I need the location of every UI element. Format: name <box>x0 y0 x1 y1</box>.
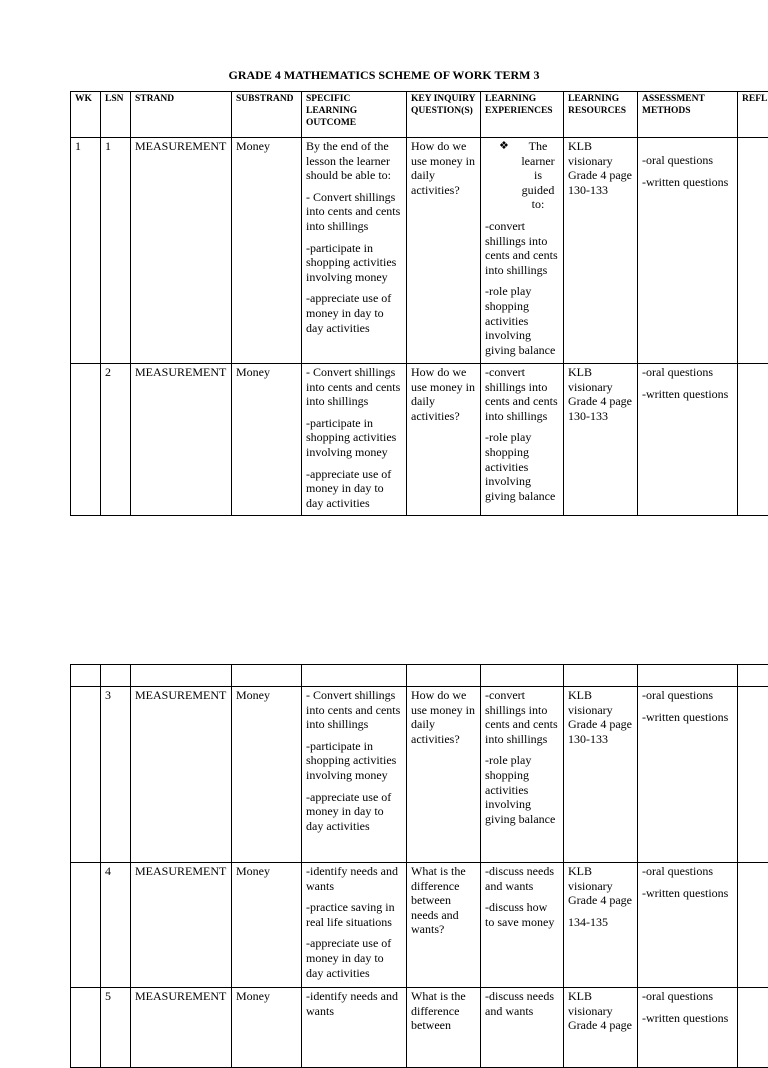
resources-line: 134-135 <box>568 915 633 930</box>
cell-outcome <box>302 863 407 988</box>
cell-lsn: 1 <box>101 138 131 364</box>
table-row <box>71 988 768 1068</box>
outcome-line: -participate in shopping activities involving money <box>306 739 402 783</box>
document-title: GRADE 4 MATHEMATICS SCHEME OF WORK TERM 3 <box>0 68 768 82</box>
cell-strand: MEASUREMENT <box>131 687 232 863</box>
outcome-line: -identify needs and wants <box>306 864 402 893</box>
outcome-line: -appreciate use of money in day to day activities <box>306 790 402 834</box>
cell-resources <box>564 863 638 988</box>
scheme-table-page-1 <box>70 91 768 516</box>
cell-wk <box>71 687 101 863</box>
cell-strand: MEASUREMENT <box>131 988 232 1068</box>
cell-outcome <box>302 364 407 516</box>
cell-lsn: 3 <box>101 687 131 863</box>
header-outcome: SPECIFIC LEARNING OUTCOME <box>302 92 407 138</box>
header-assessment: ASSESSMENT METHODS <box>638 92 738 138</box>
header-question: KEY INQUIRY QUESTION(S) <box>407 92 481 138</box>
cell-experiences <box>481 988 564 1068</box>
cell-wk <box>71 988 101 1068</box>
outcome-line: - Convert shillings into cents and cents into shillings <box>306 365 402 409</box>
cell-question: How do we use money in daily activities? <box>407 687 481 863</box>
cell-strand: MEASUREMENT <box>131 364 232 516</box>
cell-wk: 1 <box>71 138 101 364</box>
header-reflection: REFL <box>738 92 768 138</box>
cell-lsn: 2 <box>101 364 131 516</box>
cell-substrand: Money <box>232 988 302 1068</box>
assessment-line: -written questions <box>642 175 733 190</box>
cell-reflection <box>738 687 768 863</box>
outcome-line: -identify needs and wants <box>306 989 402 1018</box>
cell-experiences <box>481 364 564 516</box>
cell-reflection <box>738 138 768 364</box>
assessment-line: -oral questions <box>642 864 733 879</box>
experience-bullet-text: The learner is guided to: <box>521 139 555 212</box>
cell-resources: KLB visionary Grade 4 page 130-133 <box>564 364 638 516</box>
cell-outcome <box>302 138 407 364</box>
assessment-line: -written questions <box>642 1011 733 1026</box>
cell-substrand: Money <box>232 863 302 988</box>
assessment-line: -oral questions <box>642 989 733 1004</box>
experience-line: -convert shillings into cents and cents into shillings <box>485 219 559 277</box>
experience-line: -role play shopping activities involving giving balance <box>485 284 559 357</box>
cell-wk <box>71 863 101 988</box>
cell-question: How do we use money in daily activities? <box>407 138 481 364</box>
header-lsn: LSN <box>101 92 131 138</box>
experience-line: -role play shopping activities involving giving balance <box>485 430 559 503</box>
diamond-bullet-icon: ❖ <box>499 139 521 212</box>
outcome-line: -appreciate use of money in day to day activities <box>306 291 402 335</box>
cell-lsn: 4 <box>101 863 131 988</box>
assessment-line: -oral questions <box>642 365 733 380</box>
cell-reflection <box>738 863 768 988</box>
cell-resources: KLB visionary Grade 4 page 130-133 <box>564 687 638 863</box>
header-wk: WK <box>71 92 101 138</box>
assessment-line: -oral questions <box>642 153 733 168</box>
cell-experiences <box>481 863 564 988</box>
cell-substrand: Money <box>232 364 302 516</box>
cell-strand: MEASUREMENT <box>131 138 232 364</box>
outcome-line: -participate in shopping activities involving money <box>306 416 402 460</box>
header-resources: LEARNING RESOURCES <box>564 92 638 138</box>
outcome-line: - Convert shillings into cents and cents into shillings <box>306 688 402 732</box>
table-row <box>71 138 768 364</box>
cell-assessment <box>638 863 738 988</box>
assessment-line: -written questions <box>642 710 733 725</box>
cell-assessment <box>638 364 738 516</box>
assessment-line: -written questions <box>642 387 733 402</box>
cell-assessment <box>638 138 738 364</box>
experience-line: -discuss how to save money <box>485 900 559 929</box>
resources-line: KLB visionary Grade 4 page <box>568 864 633 908</box>
cell-lsn: 5 <box>101 988 131 1068</box>
experience-line: -discuss needs and wants <box>485 989 559 1018</box>
cell-question: What is the difference between needs and wants? <box>407 863 481 988</box>
cell-experiences <box>481 138 564 364</box>
header-row <box>71 92 768 138</box>
assessment-line: -written questions <box>642 886 733 901</box>
experience-bullet-item <box>485 139 559 212</box>
empty-header-row <box>71 665 768 687</box>
outcome-line: By the end of the lesson the learner should be able to: <box>306 139 402 183</box>
outcome-line: -appreciate use of money in day to day activities <box>306 936 402 980</box>
assessment-line: -oral questions <box>642 688 733 703</box>
cell-wk <box>71 364 101 516</box>
table-row <box>71 687 768 863</box>
experience-line: -discuss needs and wants <box>485 864 559 893</box>
outcome-line: -practice saving in real life situations <box>306 900 402 929</box>
cell-reflection <box>738 988 768 1068</box>
cell-resources: KLB visionary Grade 4 page <box>564 988 638 1068</box>
cell-outcome <box>302 687 407 863</box>
cell-substrand: Money <box>232 687 302 863</box>
cell-question: How do we use money in daily activities? <box>407 364 481 516</box>
table-row <box>71 863 768 988</box>
cell-reflection <box>738 364 768 516</box>
outcome-line: -participate in shopping activities involving money <box>306 241 402 285</box>
cell-substrand: Money <box>232 138 302 364</box>
cell-experiences <box>481 687 564 863</box>
outcome-line: - Convert shillings into cents and cents into shillings <box>306 190 402 234</box>
cell-resources: KLB visionary Grade 4 page 130-133 <box>564 138 638 364</box>
cell-assessment <box>638 687 738 863</box>
outcome-line: -appreciate use of money in day to day activities <box>306 467 402 511</box>
cell-question: What is the difference between <box>407 988 481 1068</box>
experience-line: -role play shopping activities involving giving balance <box>485 753 559 826</box>
scheme-table-page-2 <box>70 664 768 1068</box>
header-strand: STRAND <box>131 92 232 138</box>
header-substrand: SUBSTRAND <box>232 92 302 138</box>
cell-strand: MEASUREMENT <box>131 863 232 988</box>
table-row <box>71 364 768 516</box>
cell-outcome <box>302 988 407 1068</box>
experience-line: -convert shillings into cents and cents into shillings <box>485 688 559 746</box>
experience-line: -convert shillings into cents and cents into shillings <box>485 365 559 423</box>
header-experiences: LEARNING EXPERIENCES <box>481 92 564 138</box>
cell-assessment <box>638 988 738 1068</box>
